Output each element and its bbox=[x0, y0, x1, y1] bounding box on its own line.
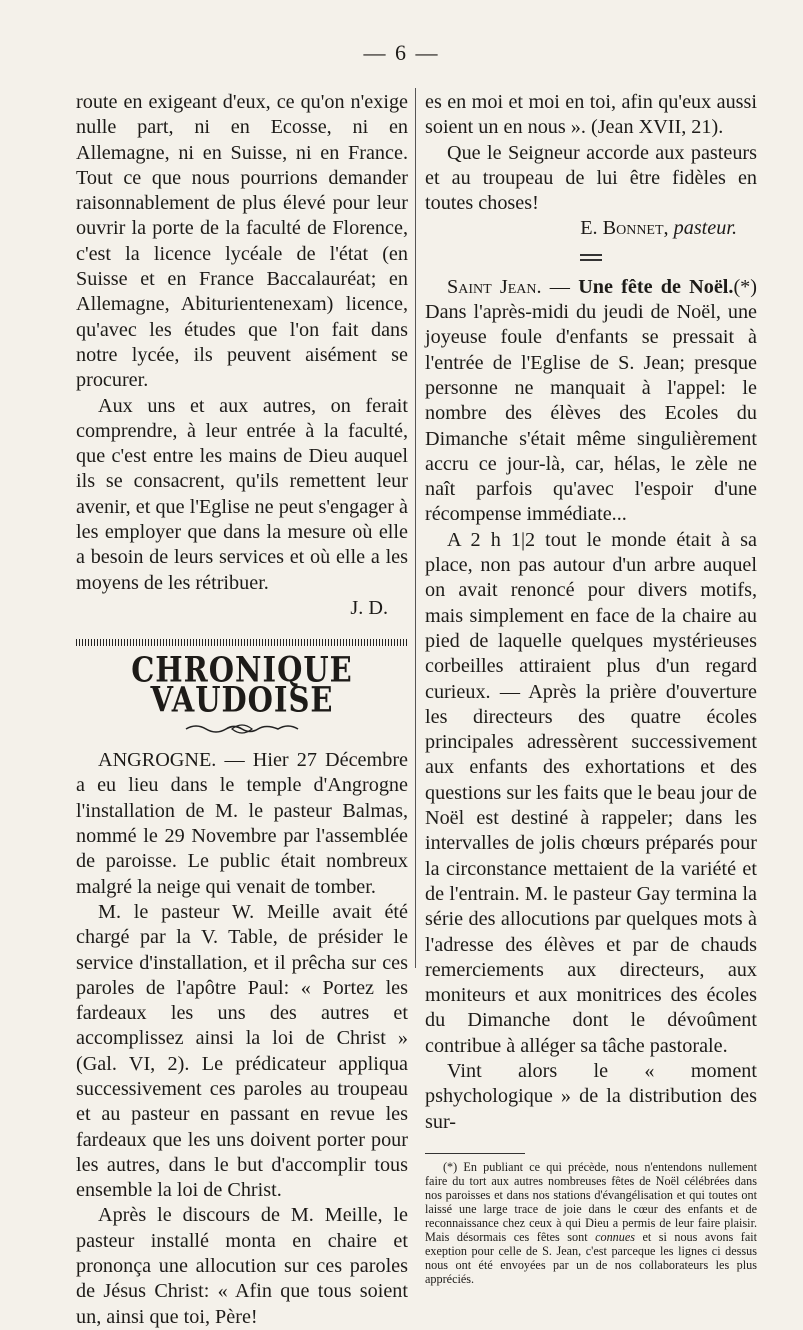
footnote-text: et si nous avons fait exeption pour celle de S. Jean, c'est parceque les lignes ci dessus nous ont été envoyées par un de nos collaborateurs les plus appréciés. bbox=[425, 1229, 757, 1286]
signature: J. D. bbox=[350, 596, 388, 619]
place-name: Saint Jean. bbox=[447, 275, 542, 298]
section-separator bbox=[76, 639, 408, 646]
double-rule-separator bbox=[580, 254, 602, 261]
footnote-text: (*) En publiant ce qui précède, nous n'entendons nullement faire du tort aux autres nombreuses fêtes de Noël célébrées dans nos paroisses et dans nos stations d'évangélisation et qui toutes ont laissé une large trace de joie dans le cœur des enfants et de reconnaissance chez ceux à qui Dieu a permis de leur faire plaisir. Mais désormais ces fêtes sont bbox=[425, 1159, 757, 1244]
signature-name: E. Bonnet, bbox=[580, 217, 669, 240]
left-column bbox=[76, 90, 408, 1330]
paragraph-angrogne bbox=[76, 748, 408, 900]
paragraph: es en moi et moi en toi, afin qu'eux aussi soient un en nous ». (Jean XVII, 21). bbox=[425, 91, 757, 139]
paragraph: Vint alors le « moment pshychologique » de la distribution des sur- bbox=[425, 1059, 757, 1133]
paragraph: M. le pasteur W. Meille avait été chargé par la V. Table, de présider le service d'installation, et il prêcha sur ces paroles de l'apôtre Paul: « Portez les fardeaux les uns des autres et accomplissez ainsi la loi de Christ » (Gal. VI, 2). Le prédicateur appliqua successivement ces paroles au troupeau et au pasteur en passant en revue les fardeaux que les uns doivent porter pour les autres, dans le but d'accomplir tous ensemble la loi de Christ. bbox=[76, 900, 408, 1202]
footnote-rule bbox=[425, 1153, 525, 1154]
paragraph: Après le discours de M. Meille, le pasteur installé monta en chaire et prononça une allocution sur ces paroles de Jésus Christ: « Afin que tous soient un, ainsi que toi, Père! bbox=[76, 1204, 408, 1328]
paragraph: route en exigeant d'eux, ce qu'on n'exige nulle part, ni en Ecosse, ni en Allemagne, ni en Suisse, ni en France. Tout ce que nous pourrions demander raisonnablement de plus élevé pour leur ouvrir la porte de la faculté de Florence, c'est la licence lycéale de l'état (en Suisse et en France Baccalauréat; en Allemagne, Abiturientenexam) licence, qu'avec les études que l'on fait dans notre lycée, ils peuvent aisément se procurer. bbox=[76, 91, 408, 392]
paragraph-text: Dans l'après-midi du jeudi de Noël, une joyeuse foule d'enfants se pressait à l'entrée de l'Eglise de S. Jean; presque personne ne manquait à l'appel: le nombre des élèves des Ecoles du Dimanche s'était même singulièrement accru ce jour-là, car, hélas, le zèle ne naît parfois qu'avec l'espoir d'une récompense immédiate... bbox=[425, 301, 757, 526]
paragraph: A 2 h 1|2 tout le monde était à sa place, non pas autour d'un arbre auquel on avait renoncé pour divers motifs, mais simplement en face de la chaire au pied de laquelle quelques mystérieuses corbeilles attiraient plus d'un regard curieux. — Après la prière d'ouverture les directeurs des quatre écoles principales adressèrent successivement aux enfants des exhortations et des questions sur les faits que le beau jour de Noël est destiné à rappeler; dans les intervalles de jolis chœurs préparés pour la circonstance mettaient de la variété et de l'entrain. M. le pasteur Gay termina la série des allocutions par quelques mots à l'adresse des élèves et par de chauds remerciements aux directeurs, aux moniteurs et aux monitrices des écoles du Dimanche dont le dévoûment contribue à alléger sa tâche pastorale. bbox=[425, 528, 757, 1057]
footnote-mark: (*) bbox=[733, 275, 757, 298]
dash: — bbox=[541, 275, 579, 298]
ornament-flourish bbox=[76, 719, 408, 744]
signature bbox=[425, 216, 757, 241]
footnote-emphasis: connues bbox=[595, 1229, 635, 1244]
right-column bbox=[425, 90, 757, 1286]
column-divider bbox=[415, 88, 416, 968]
paragraph: Que le Seigneur accorde aux pasteurs et au troupeau de lui être fidèles en toutes choses! bbox=[425, 141, 757, 215]
signature-title: pasteur. bbox=[668, 217, 737, 240]
paragraph-saint-jean bbox=[425, 275, 757, 528]
page-number: — 6 — bbox=[363, 40, 440, 65]
footnote bbox=[425, 1160, 757, 1286]
paragraph: Aux uns et aux autres, on ferait comprendre, à leur entrée à la faculté, que c'est entre les mains de Dieu auquel ils se consacrent, qu'ils remettent leur avenir, et que l'Eglise ne peut s'engager à les employer que dans la mesure où elle a besoin de leurs services et où elle a les moyens de les rétribuer. bbox=[76, 394, 408, 594]
section-title: CHRONIQUE VAUDOISE bbox=[131, 649, 353, 721]
paragraph-text: — Hier 27 Décembre a eu lieu dans le temple d'Angrogne l'installation de M. le pasteur Balmas, nommé le 29 Novembre par l'assemblée de paroisse. Le public était nombreux malgré la neige qui venait de tomber. bbox=[76, 749, 408, 898]
place-name: ANGROGNE. bbox=[98, 749, 217, 772]
article-title: Une fête de Noël. bbox=[578, 275, 734, 298]
